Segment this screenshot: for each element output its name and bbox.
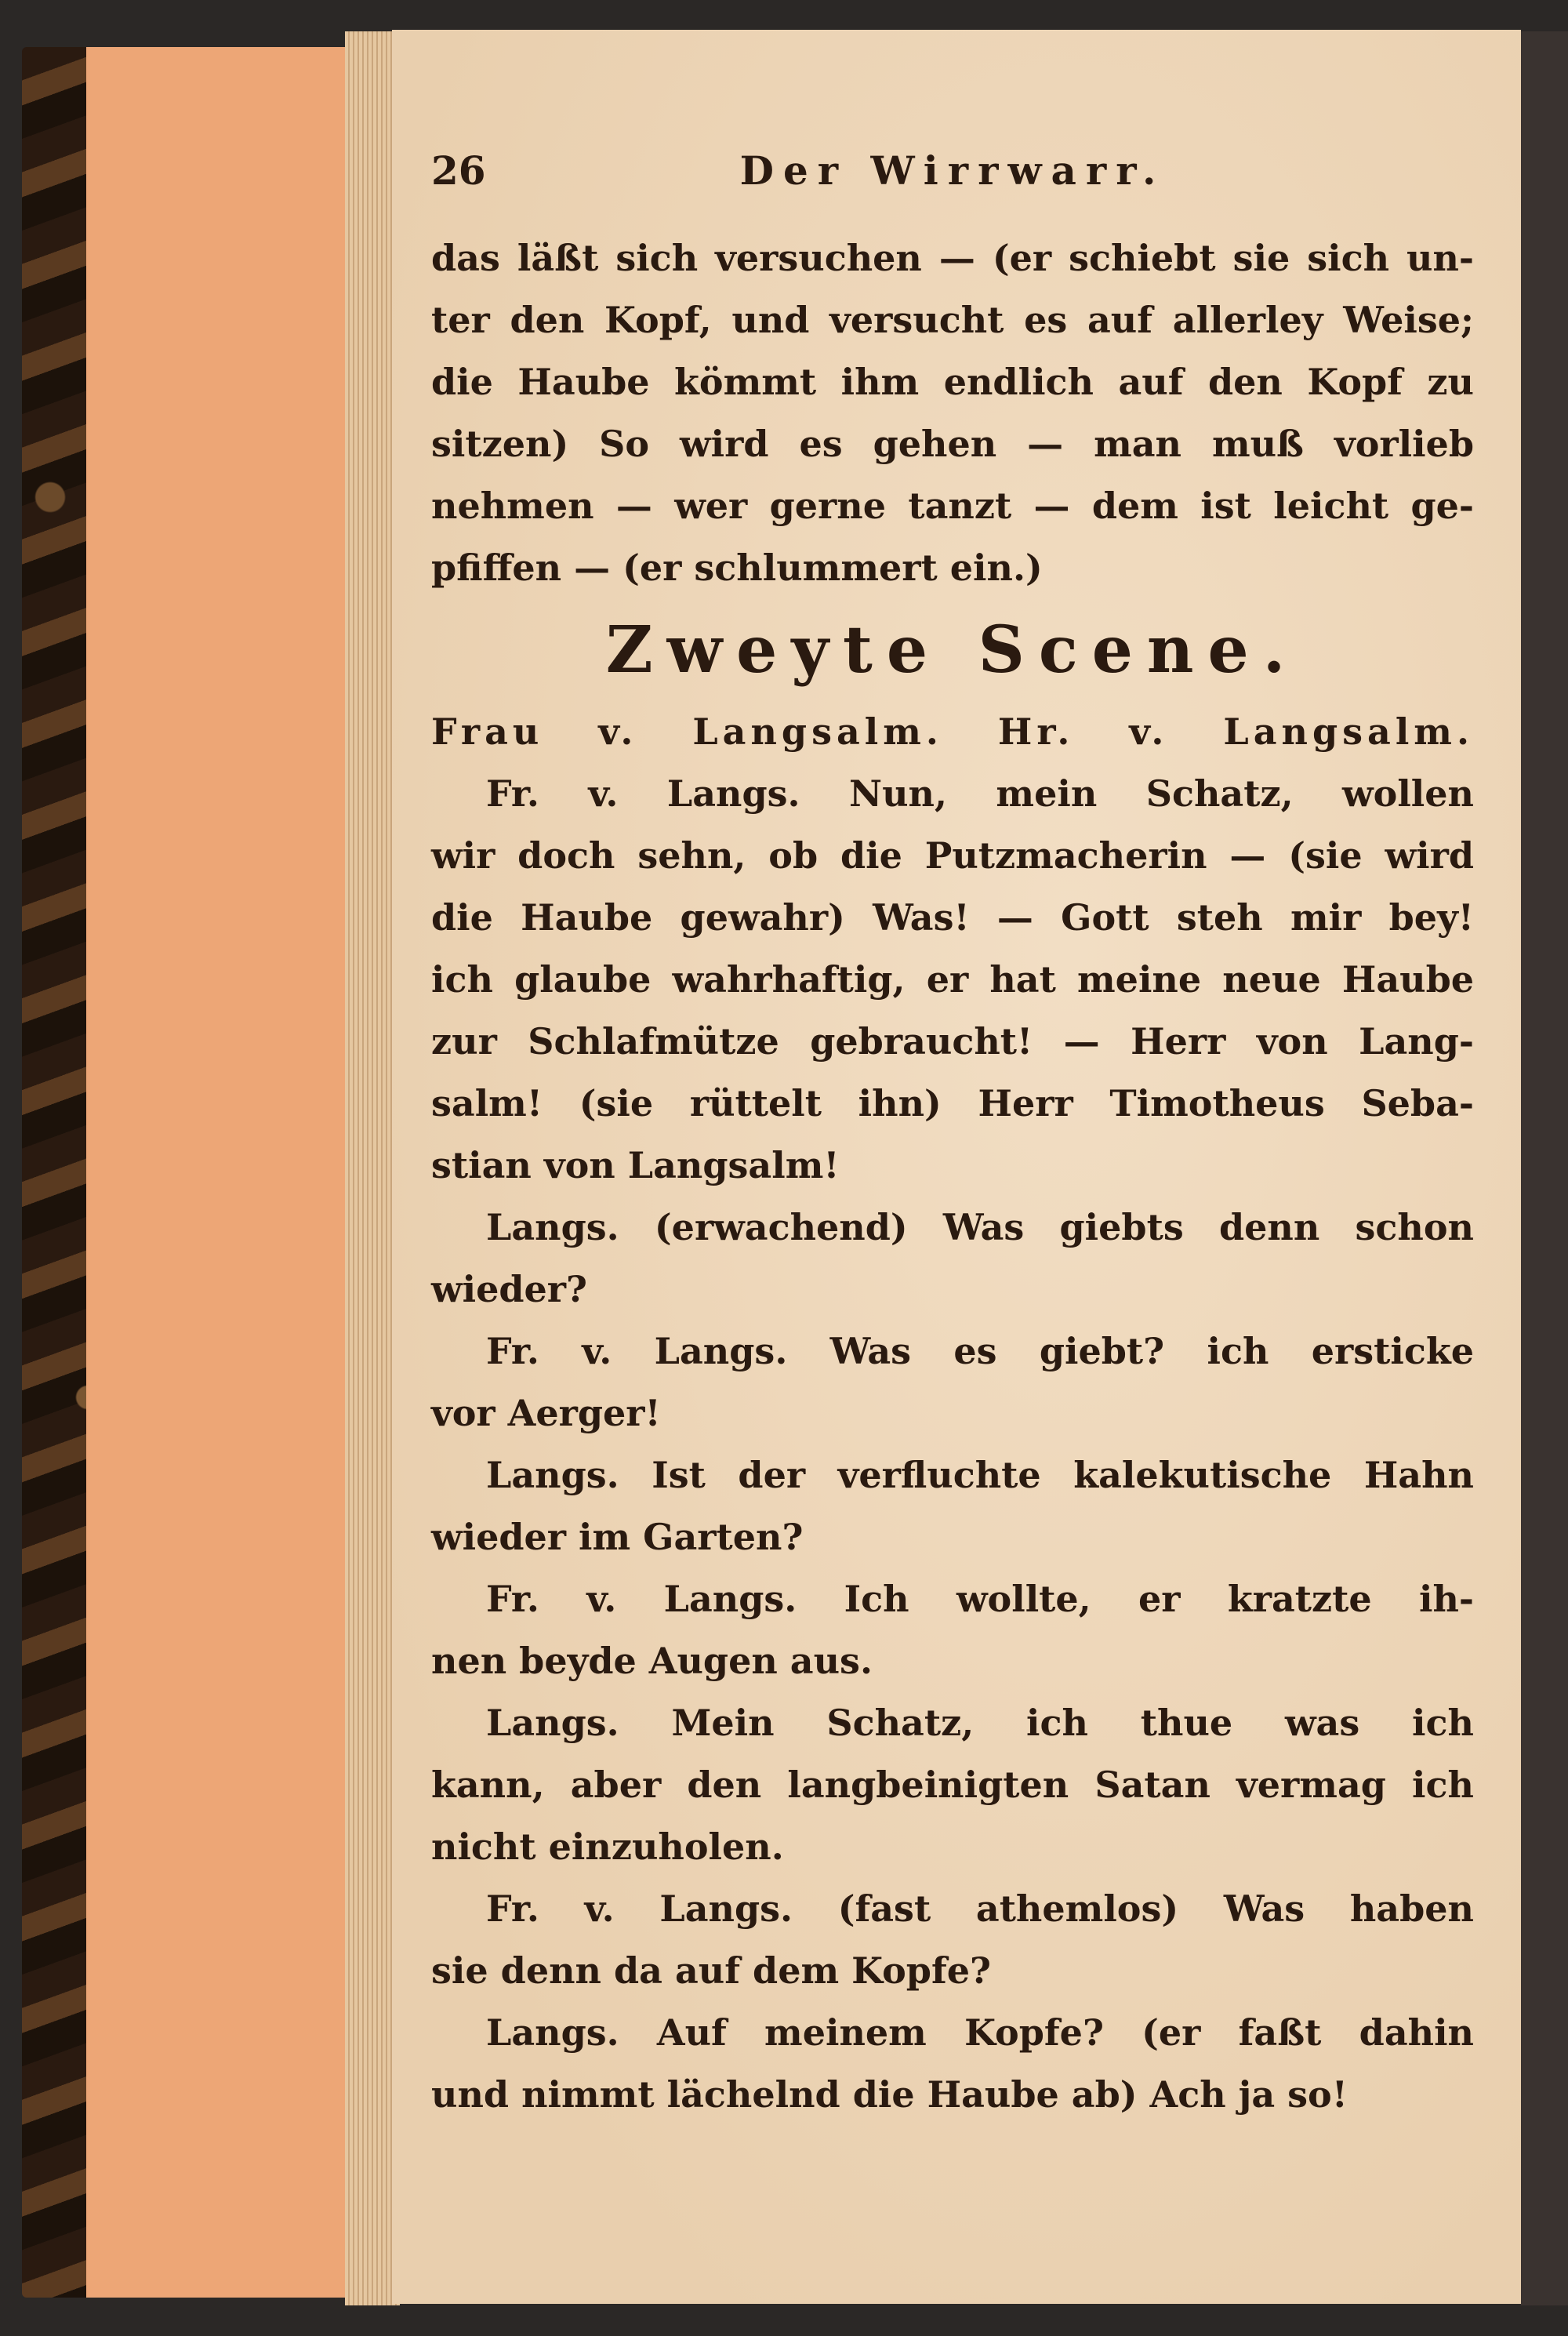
text-line: wir doch sehn, ob die Putzmacherin — (sie wird [431, 834, 1474, 877]
text-line: Langs. (erwachend) Was giebts denn schon [486, 1206, 1474, 1248]
text-line: sitzen) So wird es gehen — man muß vorlieb [431, 423, 1474, 465]
right-page-edge [1521, 31, 1568, 2305]
text-line: Fr. v. Langs. Nun, mein Schatz, wollen [486, 772, 1474, 815]
text-line: zur Schlafmütze gebraucht! — Herr von Lang- [431, 1020, 1474, 1063]
text-line: pfiffen — (er schlummert ein.) [431, 547, 1043, 589]
text-line: die Haube kömmt ihm endlich auf den Kopf zu [431, 361, 1474, 403]
page-header [431, 147, 1474, 202]
text-line: vor Aerger! [431, 1392, 661, 1434]
text-line: salm! (sie rüttelt ihn) Herr Timotheus Seba- [431, 1082, 1474, 1124]
text-line: und nimmt lächelnd die Haube ab) Ach ja so! [431, 2073, 1348, 2116]
text-line: die Haube gewahr) Was! — Gott steh mir bey! [431, 896, 1474, 939]
endpaper [86, 47, 353, 2298]
text-line: nehmen — wer gerne tanzt — dem ist leicht ge- [431, 485, 1474, 527]
text-line: Langs. Mein Schatz, ich thue was ich [486, 1702, 1474, 1744]
book-page [392, 30, 1521, 2304]
text-line: Fr. v. Langs. Was es giebt? ich ersticke [486, 1330, 1474, 1372]
text-line: wieder? [431, 1268, 587, 1310]
text-line: ter den Kopf, und versucht es auf allerley Weise; [431, 299, 1474, 341]
text-line: Langs. Auf meinem Kopfe? (er faßt dahin [486, 2011, 1474, 2054]
text-line: nicht einzuholen. [431, 1826, 784, 1868]
text-block [431, 227, 1474, 2126]
text-line: wieder im Garten? [431, 1516, 804, 1558]
text-line: stian von Langsalm! [431, 1144, 840, 1186]
page-number: 26 [431, 147, 486, 194]
running-title: Der Wirrwarr. [739, 147, 1166, 194]
text-line: Langs. Ist der verfluchte kalekutische Hahn [486, 1454, 1474, 1496]
text-line: nen beyde Augen aus. [431, 1640, 873, 1682]
text-line: ich glaube wahrhaftig, er hat meine neue Haube [431, 958, 1474, 1001]
dramatis-personae: Frau v. Langsalm. Hr. v. Langsalm. [431, 710, 1474, 753]
text-line: Fr. v. Langs. (fast athemlos) Was haben [486, 1887, 1474, 1930]
text-line: sie denn da auf dem Kopfe? [431, 1949, 991, 1992]
text-line: kann, aber den langbeinigten Satan vermag ich [431, 1764, 1474, 1806]
scene-heading: Zweyte Scene. [605, 612, 1300, 688]
text-line: das läßt sich versuchen — (er schiebt sie sich un- [431, 237, 1474, 279]
text-line: Fr. v. Langs. Ich wollte, er kratzte ih- [486, 1578, 1474, 1620]
